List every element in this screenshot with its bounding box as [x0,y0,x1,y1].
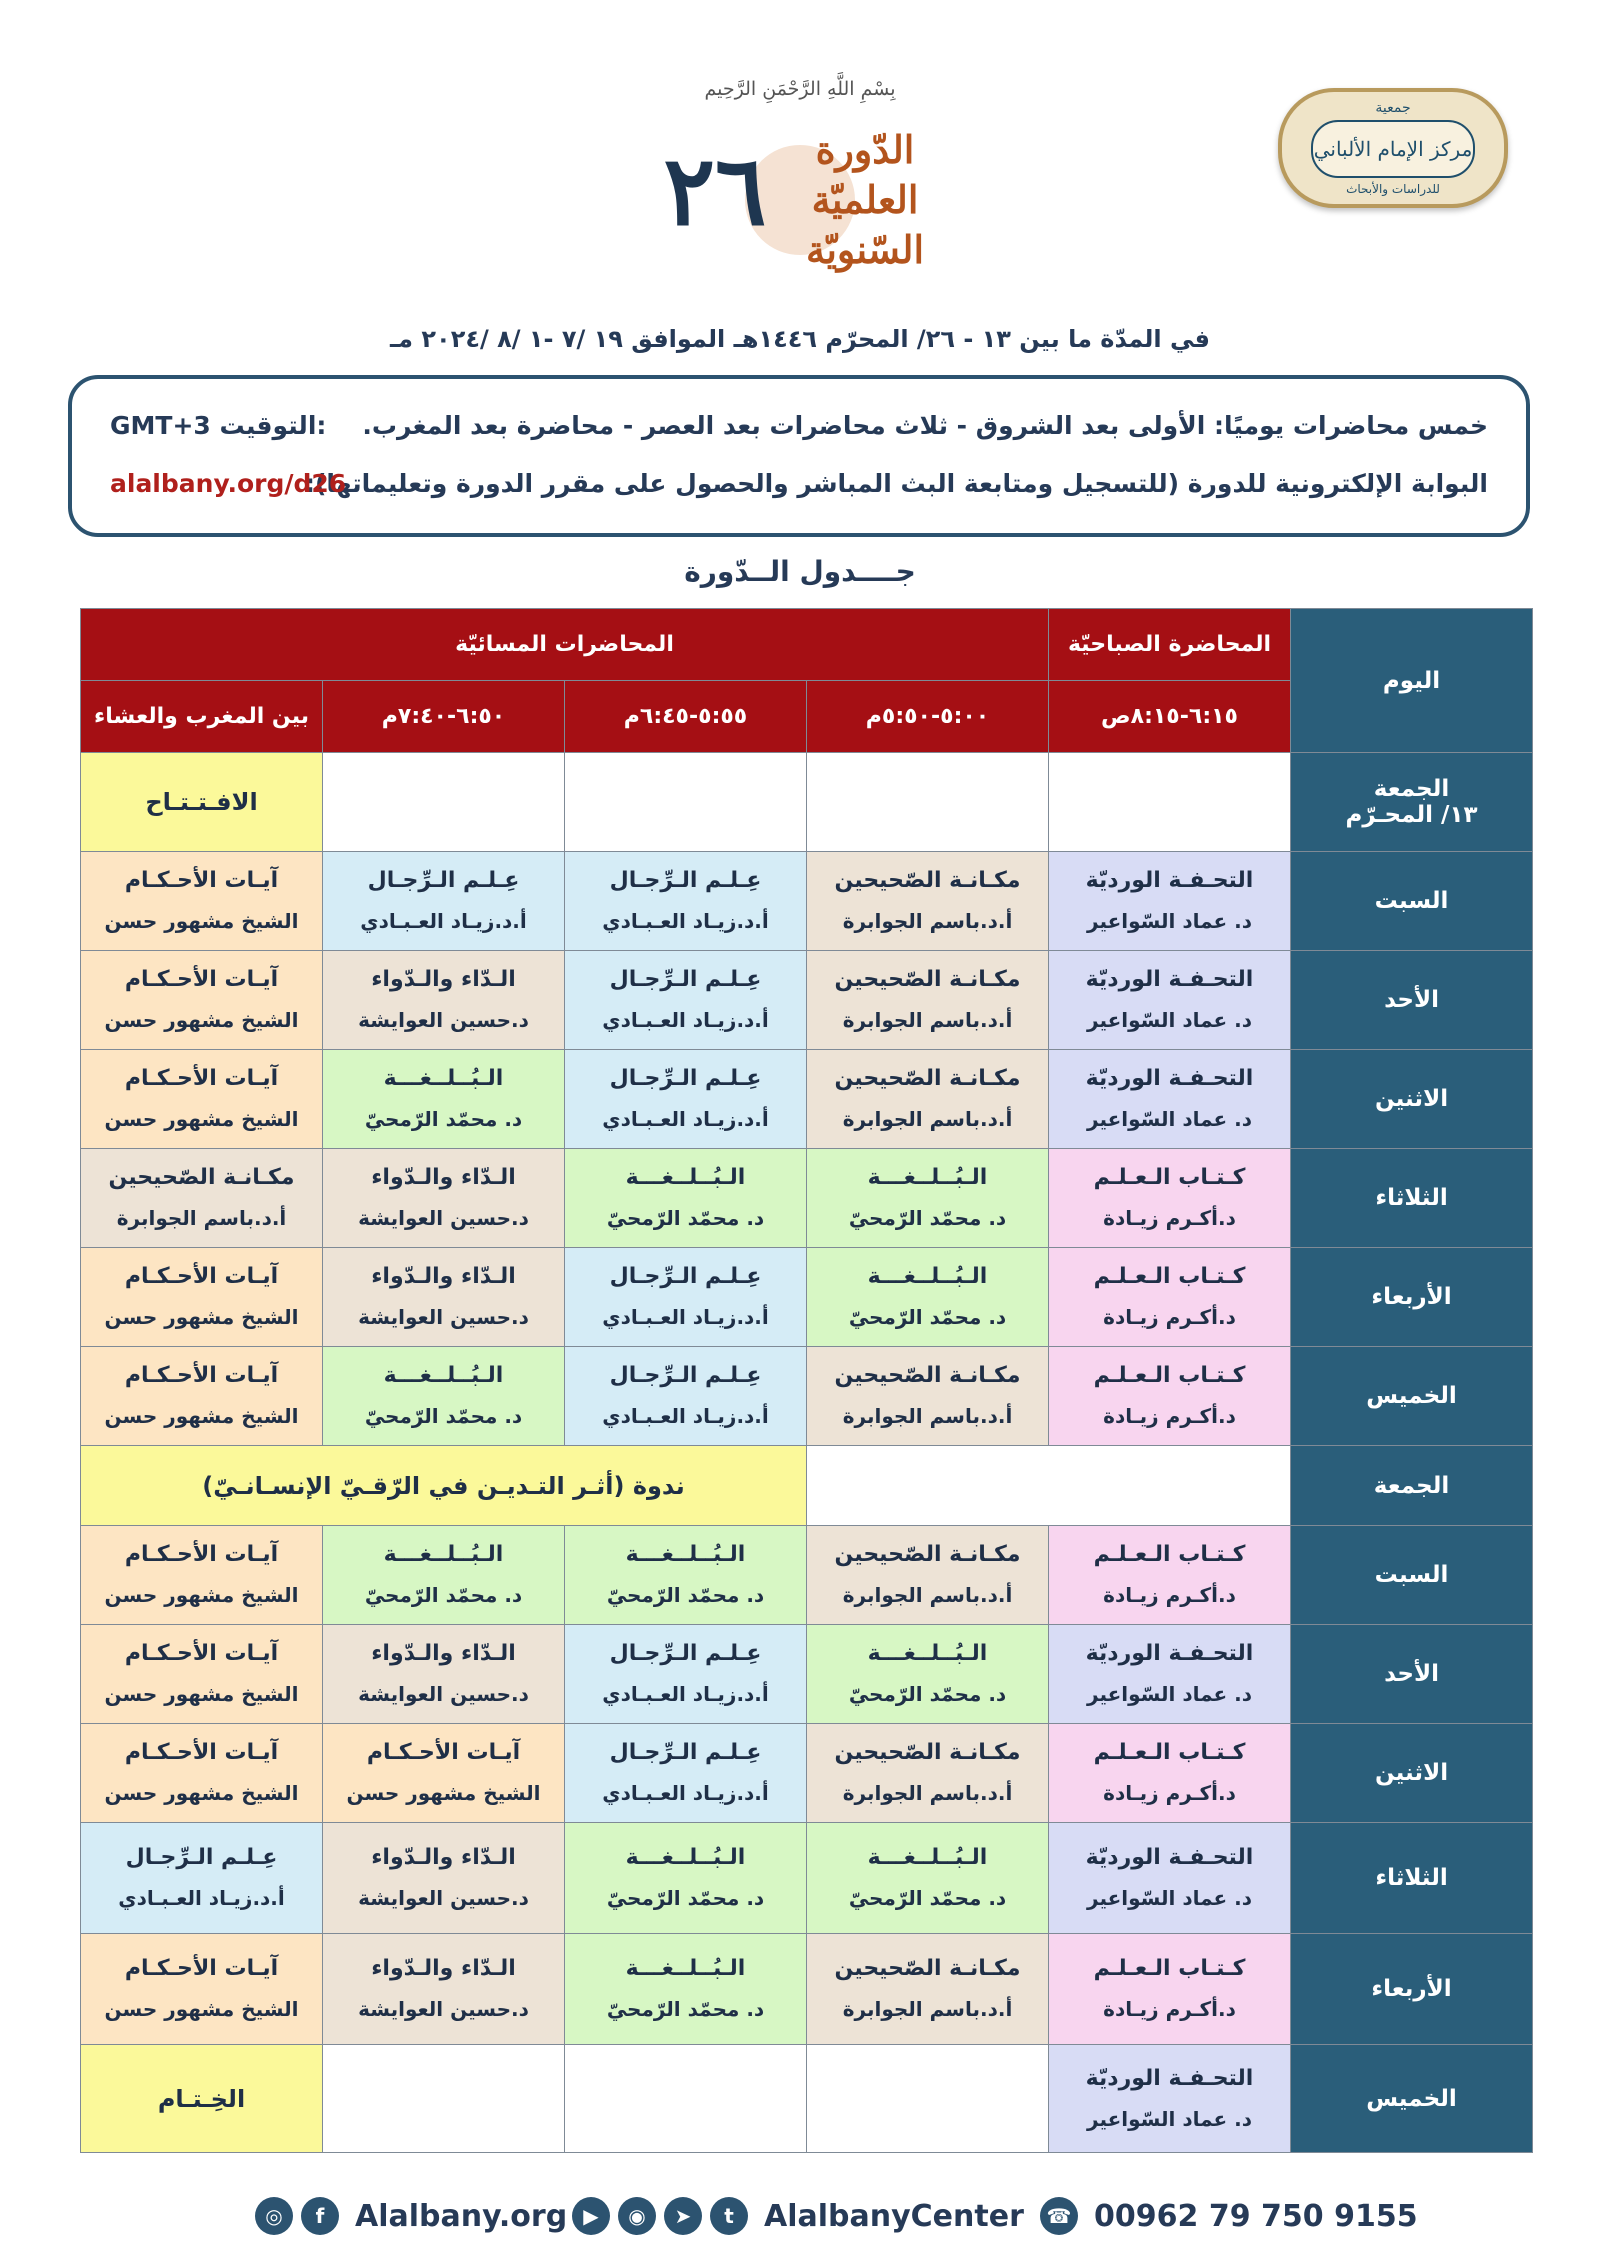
schedule-row [81,1248,1533,1347]
day-cell: الأربعاء [1291,1934,1533,2045]
lecture-title: الـبُــلــغـــة [625,1956,746,1981]
lecture-teacher: أ.د.باسم الجوابرة [842,1781,1013,1805]
lecture-cell [807,1050,1049,1149]
lecture-teacher: أ.د.باسم الجوابرة [116,1206,287,1230]
lecture-teacher: الشيخ مشهور حسن [346,1781,541,1805]
lecture-teacher: د. محمّد الرّمحيّ [606,1583,765,1607]
lecture-title: آيـات الأحـكـام [124,967,279,992]
portal-link[interactable]: alalbany.org/d26 [110,469,347,498]
lecture-cell [81,1347,323,1446]
schedule-table [80,608,1533,2153]
lecture-title: مكـانـة الصّحيحين [834,868,1021,893]
lecture-title: الـدّاء والـدّواء [371,1956,516,1981]
lecture-title: كـتـاب الـعـلـم [1093,1956,1246,1981]
lecture-title: التحـفـة الورديّة [1085,1066,1254,1091]
lecture-teacher: د. محمّد الرّمحيّ [606,1997,765,2021]
lecture-title: مكـانـة الصّحيحين [834,1956,1021,1981]
lecture-cell [81,1149,323,1248]
lecture-cell [323,1248,565,1347]
time-slot-5: بين المغرب والعشاء [81,681,323,753]
lecture-teacher: د. محمّد الرّمحيّ [848,1206,1007,1230]
lecture-cell [323,951,565,1050]
schedule-row [81,1526,1533,1625]
lecture-cell [81,1050,323,1149]
lecture-cell [807,1724,1049,1823]
lecture-teacher: د. محمّد الرّمحيّ [364,1404,523,1428]
seminar-cell: ندوة (أثـر التـديـن في الرّقـيّ الإنسـانـيّ) [81,1446,807,1526]
lecture-teacher: د.حسين العوايشة [358,1997,529,2021]
lecture-title: كـتـاب الـعـلـم [1093,1740,1246,1765]
lecture-title: الـبُــلــغـــة [383,1363,504,1388]
lecture-teacher: أ.د.زيـاد العـبـادي [602,1682,769,1706]
lecture-teacher: أ.د.زيـاد العـبـادي [602,1305,769,1329]
lecture-cell [323,1347,565,1446]
course-number: ٢٦ [663,134,767,247]
lecture-teacher: د.حسين العوايشة [358,1008,529,1032]
lectures-note: خمس محاضرات يوميًا: الأولى بعد الشروق - ثلاث محاضرات بعد العصر - محاضرة بعد المغرب. [362,411,1488,440]
day-cell: الخميس [1291,2045,1533,2153]
lecture-teacher: الشيخ مشهور حسن [104,1305,299,1329]
lecture-title: التحـفـة الورديّة [1085,1641,1254,1666]
lecture-teacher: د.أكـرم زيـادة [1103,1305,1236,1329]
lecture-teacher: د. عماد السّواعير [1087,1107,1253,1131]
lecture-title: كـتـاب الـعـلـم [1093,1542,1246,1567]
lecture-cell [323,1823,565,1934]
lecture-teacher: أ.د.باسم الجوابرة [842,1107,1013,1131]
lecture-teacher: د. محمّد الرّمحيّ [606,1886,765,1910]
lecture-cell [81,1823,323,1934]
lecture-teacher: أ.د.زيـاد العـبـادي [602,909,769,933]
website-link[interactable]: Alalbany.org [355,2198,568,2234]
lecture-cell [323,1625,565,1724]
lecture-cell [1049,852,1291,951]
lecture-teacher: الشيخ مشهور حسن [104,1781,299,1805]
day-cell: الأحد [1291,1625,1533,1724]
seminar-row [81,1446,1533,1526]
lecture-cell [565,1526,807,1625]
lecture-teacher: الشيخ مشهور حسن [104,1583,299,1607]
youtube-icon[interactable]: ▶ [572,2197,610,2235]
social-handle[interactable]: AlalbanyCenter [764,2198,1024,2234]
lecture-cell [1049,1526,1291,1625]
day-cell: الثلاثاء [1291,1823,1533,1934]
lecture-teacher: الشيخ مشهور حسن [104,1107,299,1131]
day-column-header: اليوم [1291,609,1533,753]
lecture-teacher: أ.د.باسم الجوابرة [842,1583,1013,1607]
day-cell: الأحد [1291,951,1533,1050]
day-cell: السبت [1291,1526,1533,1625]
lecture-teacher: د.أكـرم زيـادة [1103,1583,1236,1607]
lecture-title: كـتـاب الـعـلـم [1093,1165,1246,1190]
lecture-cell [565,1050,807,1149]
lecture-teacher: د. عماد السّواعير [1087,909,1253,933]
lecture-teacher: أ.د.باسم الجوابرة [842,1404,1013,1428]
lecture-cell [1049,1149,1291,1248]
footer [0,2186,1600,2246]
lecture-title: عِـلـم الـرِّجـال [609,967,762,992]
lecture-cell [1049,1823,1291,1934]
social-group [572,2194,1024,2238]
lecture-cell [565,1347,807,1446]
lecture-title: الـبُــلــغـــة [867,1641,988,1666]
lecture-title: عِـلـم الـرِّجـال [609,1363,762,1388]
lecture-title: عِـلـم الـرِّجـال [609,1066,762,1091]
schedule-row [81,1724,1533,1823]
day-cell: الاثنين [1291,1050,1533,1149]
opening-row [81,753,1533,852]
closing-row [81,2045,1533,2153]
lecture-title: التحـفـة الورديّة [1085,868,1254,893]
schedule-row [81,1347,1533,1446]
lecture-title: عِـلـم الـرِّجـال [609,1264,762,1289]
lecture-cell [807,852,1049,951]
lecture-cell [807,1526,1049,1625]
lecture-teacher: د.أكـرم زيـادة [1103,1404,1236,1428]
lecture-cell [807,1149,1049,1248]
lecture-teacher: د.أكـرم زيـادة [1103,1997,1236,2021]
portal-note: البوابة الإلكترونية للدورة (للتسجيل ومتابعة البث المباشر والحصول على مقرر الدورة وتعليماتها): [304,469,1488,498]
lecture-title: آيـات الأحـكـام [124,1641,279,1666]
lecture-title: آيـات الأحـكـام [124,868,279,893]
evening-lectures-header: المحاضرات المسائيّة [81,609,1049,681]
lecture-teacher: د. محمّد الرّمحيّ [364,1107,523,1131]
lecture-title: مكـانـة الصّحيحين [834,1066,1021,1091]
lecture-cell [1049,1347,1291,1446]
lecture-title: آيـات الأحـكـام [124,1363,279,1388]
lecture-teacher: الشيخ مشهور حسن [104,1682,299,1706]
twitter-icon[interactable]: t [710,2197,748,2235]
lecture-cell [81,1248,323,1347]
lecture-teacher: د. محمّد الرّمحيّ [364,1583,523,1607]
lecture-teacher: أ.د.باسم الجوابرة [842,1997,1013,2021]
lecture-cell [323,1149,565,1248]
lecture-title: الـدّاء والـدّواء [371,1845,516,1870]
lecture-title: مكـانـة الصّحيحين [834,1363,1021,1388]
lecture-teacher: د. محمّد الرّمحيّ [848,1682,1007,1706]
lecture-cell [81,852,323,951]
lecture-title: آيـات الأحـكـام [366,1740,521,1765]
time-slot-4: ٦:٥٠-٧:٤٠م [323,681,565,753]
lecture-title: الـبُــلــغـــة [625,1845,746,1870]
lecture-title: عِـلـم الـرِّجـال [609,1641,762,1666]
basmala: بِسْمِ اللَّهِ الرَّحْمَنِ الرَّحِيم [704,78,896,100]
lecture-title: الـدّاء والـدّواء [371,1264,516,1289]
lecture-teacher: د.حسين العوايشة [358,1206,529,1230]
lecture-title: كـتـاب الـعـلـم [1093,1363,1246,1388]
lecture-teacher: أ.د.زيـاد العـبـادي [118,1886,285,1910]
lecture-teacher: د. عماد السّواعير [1087,1008,1253,1032]
lecture-cell [565,1248,807,1347]
lecture-cell [81,951,323,1050]
day-cell: الجمعة [1291,1446,1533,1526]
lecture-cell [81,1625,323,1724]
date-range: في المدّة ما بين ١٣ - ٢٦/ المحرّم ١٤٤٦هـ الموافق ١٩ /٧ -١ /٨ /٢٠٢٤ مـ [389,325,1211,353]
schedule-row [81,1149,1533,1248]
header [0,0,1600,370]
lecture-title: الـبُــلــغـــة [625,1165,746,1190]
lecture-teacher: الشيخ مشهور حسن [104,1997,299,2021]
lecture-cell [1049,1724,1291,1823]
lecture-cell [323,1724,565,1823]
lecture-teacher: د.حسين العوايشة [358,1682,529,1706]
lecture-cell [81,1934,323,2045]
schedule-row [81,951,1533,1050]
lecture-title: التحـفـة الورديّة [1085,1845,1254,1870]
schedule-row [81,1050,1533,1149]
lecture-title: آيـات الأحـكـام [124,1956,279,1981]
lecture-teacher: أ.د.باسم الجوابرة [842,1008,1013,1032]
lecture-teacher: أ.د.زيـاد العـبـادي [602,1404,769,1428]
lecture-cell [1049,1248,1291,1347]
day-cell: الأربعاء [1291,1248,1533,1347]
lecture-teacher: د.أكـرم زيـادة [1103,1781,1236,1805]
lecture-cell [1049,1625,1291,1724]
lecture-teacher: د.حسين العوايشة [358,1886,529,1910]
lecture-title: مكـانـة الصّحيحين [834,1740,1021,1765]
lecture-title: مكـانـة الصّحيحين [108,1165,295,1190]
lecture-cell [1049,951,1291,1050]
schedule-row [81,1625,1533,1724]
lecture-title: آيـات الأحـكـام [124,1740,279,1765]
timezone: GMT+3 التوقيت: [110,411,327,440]
lecture-title: الـبُــلــغـــة [867,1165,988,1190]
lecture-cell [807,951,1049,1050]
lecture-teacher: د. محمّد الرّمحيّ [848,1886,1007,1910]
schedule-row [81,1934,1533,2045]
lecture-title: كـتـاب الـعـلـم [1093,1264,1246,1289]
lecture-cell [565,1149,807,1248]
lecture-cell [807,1347,1049,1446]
globe-icon[interactable]: ◎ [255,2197,293,2235]
lecture-cell [565,1724,807,1823]
lecture-title: الـدّاء والـدّواء [371,1165,516,1190]
day-cell: السبت [1291,852,1533,951]
lecture-teacher: أ.د.باسم الجوابرة [842,909,1013,933]
facebook-icon[interactable]: f [301,2197,339,2235]
lecture-cell [323,1050,565,1149]
lecture-title: آيـات الأحـكـام [124,1066,279,1091]
schedule-title: جــــدول الــدّورة [684,555,916,588]
lecture-title: عِـلـم الـرِّجـال [125,1845,278,1870]
lecture-cell [1049,1934,1291,2045]
lecture-title: آيـات الأحـكـام [124,1542,279,1567]
lecture-cell [565,1823,807,1934]
phone-group [1040,2194,1418,2238]
day-cell: الخميس [1291,1347,1533,1446]
day-cell: الجمعة ١٣/ المحـرّم [1291,753,1533,852]
lecture-cell [323,1934,565,2045]
lecture-cell [807,1625,1049,1724]
lecture-cell: التحـفـة الورديّة د. عماد السّواعير [1049,2045,1291,2153]
lecture-title: الـبُــلــغـــة [867,1264,988,1289]
lecture-cell [81,1724,323,1823]
lecture-title: الـبُــلــغـــة [383,1542,504,1567]
lecture-cell [323,852,565,951]
instagram-icon[interactable]: ◉ [618,2197,656,2235]
lecture-cell [565,1934,807,2045]
lecture-cell [807,1248,1049,1347]
schedule-row [81,852,1533,951]
lecture-teacher: أ.د.زيـاد العـبـادي [602,1107,769,1131]
lecture-title: الـبُــلــغـــة [867,1845,988,1870]
lecture-cell [565,951,807,1050]
lecture-title: عِـلـم الـرِّجـال [367,868,520,893]
opening-cell: الافـتـتـاح [81,753,323,852]
lecture-cell [807,1934,1049,2045]
lecture-title: مكـانـة الصّحيحين [834,967,1021,992]
lecture-cell [565,852,807,951]
time-slot-1: ٦:١٥-٨:١٥ص [1049,681,1291,753]
whatsapp-icon[interactable]: ☎ [1040,2197,1078,2235]
lecture-teacher: الشيخ مشهور حسن [104,1008,299,1032]
day-cell: الاثنين [1291,1724,1533,1823]
lecture-teacher: د. محمّد الرّمحيّ [848,1305,1007,1329]
lecture-title: مكـانـة الصّحيحين [834,1542,1021,1567]
course-title: ٢٦ الدّورة العلميّة السّنويّة [650,125,950,285]
lecture-cell [1049,1050,1291,1149]
lecture-teacher: د. محمّد الرّمحيّ [606,1206,765,1230]
lecture-cell [81,1526,323,1625]
lecture-teacher: الشيخ مشهور حسن [104,1404,299,1428]
day-cell: الثلاثاء [1291,1149,1533,1248]
info-box [68,375,1530,537]
lecture-cell [323,1526,565,1625]
lecture-title: التحـفـة الورديّة [1085,967,1254,992]
time-slot-3: ٥:٥٥-٦:٤٥م [565,681,807,753]
closing-cell: الخِـتـام [81,2045,323,2153]
lecture-teacher: أ.د.زيـاد العـبـادي [602,1008,769,1032]
morning-lecture-header: المحاضرة الصباحيّة [1049,609,1291,681]
lecture-teacher: أ.د.زيـاد العـبـادي [602,1781,769,1805]
lecture-title: الـبُــلــغـــة [383,1066,504,1091]
schedule-row [81,1823,1533,1934]
lecture-teacher: الشيخ مشهور حسن [104,909,299,933]
time-slot-2: ٥:٠٠-٥:٥٠م [807,681,1049,753]
lecture-title: عِـلـم الـرِّجـال [609,1740,762,1765]
lecture-title: آيـات الأحـكـام [124,1264,279,1289]
lecture-teacher: د. عماد السّواعير [1087,1682,1253,1706]
lecture-title: الـدّاء والـدّواء [371,1641,516,1666]
lecture-teacher: أ.د.زيـاد العـبـادي [360,909,527,933]
lecture-title: الـدّاء والـدّواء [371,967,516,992]
lecture-title: الـبُــلــغـــة [625,1542,746,1567]
lecture-title: عِـلـم الـرِّجـال [609,868,762,893]
phone-number[interactable]: 00962 79 750 9155 [1094,2198,1418,2234]
lecture-teacher: د. عماد السّواعير [1087,1886,1253,1910]
website-group [255,2194,567,2238]
lecture-cell [565,1625,807,1724]
lecture-teacher: د.أكـرم زيـادة [1103,1206,1236,1230]
lecture-teacher: د.حسين العوايشة [358,1305,529,1329]
telegram-icon[interactable]: ➤ [664,2197,702,2235]
organization-logo: جمعية مركز الإمام الألباني للدراسات والأبحاث [1278,88,1508,208]
lecture-cell [807,1823,1049,1934]
